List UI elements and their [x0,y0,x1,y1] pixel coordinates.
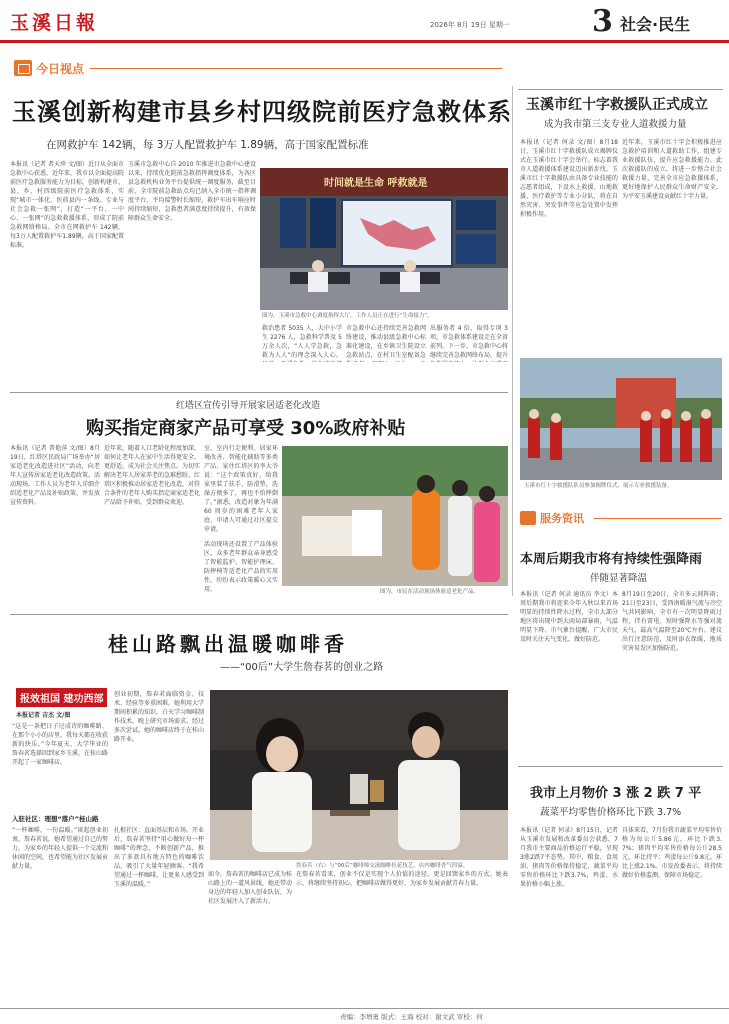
footer-editors: 责编：李增勇 版式：王海 校对：谢文武 审校：何 [340,1013,483,1021]
lead-col-1: 本报讯（记者 者天珍 文/图）近日从全面市急救中心获悉，近年来，我市以全面提高院前医疗急救服务能力为目标，创新构建市、县、乡、村四级院前医疗急救体系，实现“城市一体化、医前县内一条线、专业与社会急救一张网”，打造“一平台、一中心、一张网”的急救救援体系，形成了院前急救网络格局。全市在网救护车 142辆，每3万人配置救护车1.89辆，高于国家配置标准。 [10,161,124,249]
today-viewpoint-tag [14,58,84,78]
masthead-rule [0,40,729,43]
service-tag-label: 服务资讯 [540,512,584,525]
red-cross-team-photo [520,358,722,480]
lead-col-2: 玉溪市急救中心自 2010 年推进市急救中心建设以来，持续优化院前急救指挥调度体系，为各区县急救机构业务平台提供统一调度服务，截至目前，全市院前急救站点均已纳入全市统一指挥调度平台，平均接警时长缩短，救护车出车响应时间持续缩短，急救患者满意度持续提升，有效保障群众生命安全。 [128,161,256,222]
red-cross-headline: 玉溪市红十字救援队正式成立 [526,97,708,113]
red-cross-subheadline: 成为我市第三支专业人道救援力量 [544,119,687,130]
price-headline: 我市上月物价 3 涨 2 跌 7 平 [530,786,702,801]
price-col-2: 具体来看，7月份我市蔬菜平均零售价格为每公斤5.86元，环比下跌3.7%；猪肉平均零售价格每公斤28.5元，环比持平；鸡蛋每公斤9.8元，环比上涨2.1%。市发改委表示，将持续做好价格监测，保障市场稳定。 [622,827,722,879]
coffee-headline: 桂山路飘出温暖咖啡香 [108,632,348,656]
viewpoint-icon [14,60,32,76]
west-section-title: 入驻社区：理想“落户”桂山路 [12,815,99,823]
subsidy-rule [10,392,508,393]
price-rule [518,766,723,767]
coffee-col-3: 如今，詹春茗的咖啡店已成为桂山路上的一道风景线，她还带动身边的年轻人加入创业队伍，为社区发展注入了新活力。 [208,871,292,905]
red-cross-col-2: 近年来，玉溪市红十字会积极推进应急救护培训和人道救助工作，组建专业救援队伍，提升应急救援能力。此次救援队的成立，将进一步整合社会救援力量，完善全市应急救援体系，更好地保护人民群众生命财产安全，为平安玉溪建设贡献红十字力量。 [622,139,722,200]
photo-banner-text: 时间就是生命 呼救就是 [324,178,428,189]
coffee-subheadline: ——“00后”大学生詹春茗的创业之路 [220,662,384,673]
footer-rule [0,1008,729,1009]
column-divider [512,86,513,596]
newspaper-logo: 玉溪日報 [10,12,99,34]
dispatch-hall-photo [260,168,508,310]
coffee-col-4: 在詹春茗看来，创业不仅是实现个人价值的途径，更是回馈家乡的方式。她表示，将继续坚持初心，把咖啡店做得更好，为家乡发展贡献青春力量。 [296,871,508,887]
price-col-1: 本报讯（记者 何录）8月15日，记者从玉溪市发展和改革委员会获悉，7月我市主要商品价格运行平稳，呈现3涨2跌7平态势。其中，粮食、食用油、猪肉等价格保持稳定，蔬菜平均零售价格环比下跌3.7%，鸡蛋、水果价格小幅上涨。 [520,827,618,888]
lead-photo-caption: 图为，玉溪市急救中心调度指挥大厅，工作人员正在进行“生命接力”。 [262,313,433,319]
west-section-tag: 报效祖国 建功西部 [16,688,107,707]
tag-label: 今日视点 [36,61,85,76]
coffee-shop-photo [210,690,508,860]
red-cross-photo-caption: 玉溪市红十字救援队队员参加揭牌仪式，展示专业救援装备。 [524,483,673,489]
rain-col-2: 8月19日至20日，全市多云间阵雨；21日至23日，受西南暖湿气流与冷空气共同影响，全市有一次明显降雨过程，伴有雷电、短时强降水等强对流天气，最高气温降至20℃左右。建议出行注意防范，及时添衣保暖，地质灾害易发区加强防范。 [622,591,722,652]
tag-rule [90,68,502,69]
subsidy-photo-caption: 图为，市民在活动现场体验适老化产品。 [380,589,480,595]
rain-subheadline: 伴随显著降温 [590,573,648,584]
issue-date: 2026年 8月 19日 星期一 [430,21,510,29]
section-title: 社会·民生 [620,15,691,34]
lead-subheadline: 在网救护车 142辆，每 3万人配置救护车 1.89辆，高于国家配置标准 [46,139,369,151]
service-icon [520,511,536,525]
subsidy-col-1: 本报讯（记者 普艳萍 文/图）8月19日，红塔区民政局广场举办“居家适老化改造进社区”活动，向老年人宣传居家适老化改造政策。活动现场，工作人员为老年人详细介绍适老化产品及补贴政策，并发放宣传资料。 [10,445,100,506]
subsidy-event-photo [282,446,508,586]
coffee-rule [10,614,508,615]
subsidy-col-2: 近年来，随着人口老龄化程度加深，如何让老年人在家中生活得更安全、更舒适，成为社会关注焦点。为切实解决老年人居家养老的急难愁盼，红塔区积极推动居家适老化改造，对符合条件的老年人购买指定商家适老化产品给予补贴，受到群众欢迎。 [104,445,200,506]
subsidy-col-3: 室、室内行走便利、居家环境改善、智能化辅助等多类产品。家住红塔区的李大爷说：“这个政策真好，给我家里装了扶手、防滑垫，洗澡方便多了，再也不怕摔倒了。”据悉，改造对象为年满 60 周岁的困难老年人家庭，申请人可通过社区提交申请。 [204,445,278,533]
service-info-tag [520,510,584,526]
subsidy-headline: 购买指定商家产品可享受 30%政府补贴 [86,418,406,439]
west-col-2: “一杯咖啡，一份温暖。”谈起创业初衷，詹春茗说，她希望通过自己的努力，为家乡的年轻人提供一个交流和休闲的空间，也希望能为社区发展贡献力量。 [12,827,108,870]
coffee-photo-caption: 詹春茗（右）与“00后”咖啡师交流咖啡拉花技艺，店内咖啡香气四溢。 [296,863,469,869]
subsidy-col-4: 活动现场还设置了产品体验区，众多老年群众亲身感受了智能监护、智能护理床、防摔椅等适老化产品的实用性，纷纷表示政策暖心又实用。 [204,541,278,593]
red-cross-col-1: 本报讯（记者 何录 文/图）8月18日，玉溪市红十字救援队成立揭牌仪式在玉溪市红十字会举行。标志着我市人道救援体系建设迈出新步伐。玉溪市红十字救援队由具备专业技能的志愿者组成，下设水上救援、山地救援、医疗救护等专业小分队，将在自然灾害、突发事件等应急处置中发挥积极作用。 [520,139,618,218]
west-col-1: “这是一条把日子过成诗的咖啡路，在那个小小的店里，我每天都在收获新的快乐。”今年夏天，大学毕业的詹春茗选择回到家乡玉溪，在桂山路开起了一家咖啡店。 [12,723,108,766]
rain-col-1: 本报讯（记者 何录 通讯员 李文）本周后期我市将迎来今年入秋以来首场明显的持续性降水过程，全市大部分地区将出现中到大雨局部暴雨，气温明显下降。市气象台提醒，广大市民及时关注天气变化，做好防范。 [520,591,618,643]
lead-col-4: 救治患者 5035 人，大中小学生 2276 人，急救科学普及 5 万余人次，“人人学急救，急救为人人”的理念深入人心。 [262,325,342,359]
service-tag-rule [594,518,722,519]
lead-col-3: 市急救中心还持续完善急救网络建设，推动县级急救中心标准化建设，在乡镇卫生院设立急救站点，在村卫生室配备急 [346,325,426,359]
lead-headline: 玉溪创新构建市县乡村四级院前医疗急救体系 [12,98,512,126]
coffee-col-1: 创业初期，詹春茗面临资金、技术、经验等多重困难。她利用大学期间积累的知识，白天学习咖啡制作技术，晚上研究市场需求。经过多次尝试，她的咖啡店终于在桂山路开业。 [114,691,204,743]
right-top-rule [518,89,723,90]
page-number: 3 [592,4,613,39]
rain-headline: 本周后期我市将有持续性强降雨 [520,552,703,567]
coffee-col-2: 扎根社区：直面基层和市场。开业后，詹春茗坚持“用心做好每一杯咖啡”的理念，不断创新产品，推出了多款具有地方特色的咖啡饮品，吸引了大量年轻顾客。“我希望通过一杯咖啡，让更多人感受到玉溪的温暖。” [114,827,204,888]
west-byline: 本报记者 吉杰 文/图 [16,712,71,719]
price-subheadline: 蔬菜平均零售价格环比下跌 3.7% [540,807,682,818]
lead-col-5: 出服务者 4 倍，取得专项 3 项，市急救体系建设走在全省前列。下一步，市急救中心将继续完善急救网络布局，提升 [430,325,508,359]
subsidy-kicker: 红塔区宣传引导开展家居适老化改造 [176,401,321,411]
